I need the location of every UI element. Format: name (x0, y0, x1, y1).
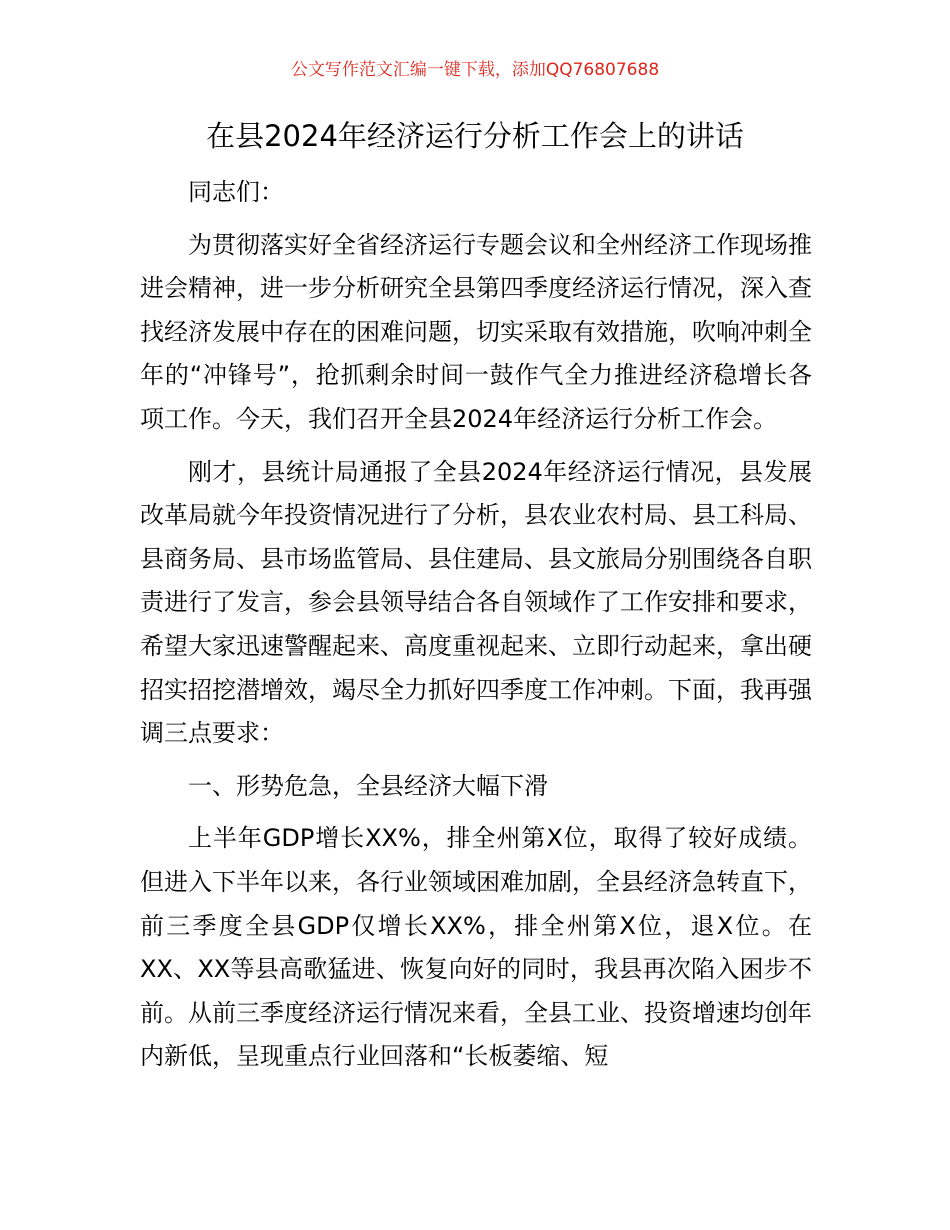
paragraph-summary: 刚才，县统计局通报了全县2024年经济运行情况，县发展改革局就今年投资情况进行了分析，县农业农村局、县工科局、县商务局、县市场监管局、县住建局、县文旅局分别围绕各自职责进行了发言，参会县领导结合各自领域作了工作安排和要求，希望大家迅速警醒起来、高度重视起来、立即行动起来，拿出硬招实招挖潜增效，竭尽全力抓好四季度工作冲刺。下面，我再强调三点要求： (140, 457, 812, 748)
section-heading-1: 一、形势危急，全县经济大幅下滑 (188, 771, 548, 800)
download-banner: 公文写作范文汇编一键下载，添加QQ76807688 (290, 60, 660, 80)
paragraph-situation: 上半年GDP增长XX%，排全州第X位，取得了较好成绩。但进入下半年以来，各行业领域困难加剧，全县经济急转直下，前三季度全县GDP仅增长XX%，排全州第X位，退X位。在XX、XX等县高歌猛进、恢复向好的同时，我县再次陷入困步不前。从前三季度经济运行情况来看，全县工业、投资增速均创年内新低，呈现重点行业回落和“长板萎缩、短 (140, 824, 812, 1071)
paragraph-intro: 为贯彻落实好全省经济运行专题会议和全州经济工作现场推进会精神，进一步分析研究全县第四季度经济运行情况，深入查找经济发展中存在的困难问题，切实采取有效措施，吹响冲刺全年的“冲锋号”，抢抓剩余时间一鼓作气全力推进经济稳增长各项工作。今天，我们召开全县2024年经济运行分析工作会。 (140, 230, 812, 433)
salutation: 同志们： (188, 178, 284, 206)
page-title: 在县2024年经济运行分析工作会上的讲话 (206, 119, 744, 153)
document-body (140, 171, 812, 1079)
